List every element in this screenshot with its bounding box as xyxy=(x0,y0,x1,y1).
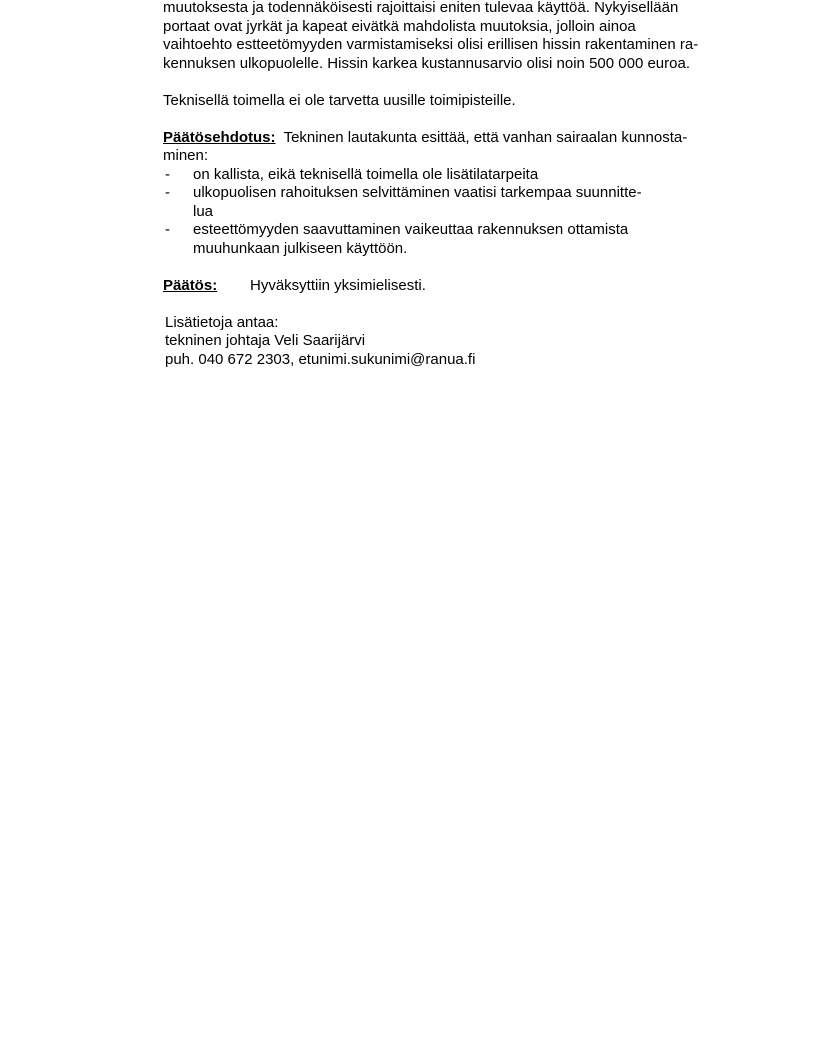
contact-name: tekninen johtaja Veli Saarijärvi xyxy=(165,332,366,349)
technical-note: Teknisellä toimella ei ole tarvetta uusille toimipisteille. xyxy=(163,91,516,109)
decision-heading: Päätös: xyxy=(163,276,218,294)
list-item-text: lua xyxy=(193,202,214,220)
list-item-text: on kallista, eikä teknisellä toimella ole lisätilatarpeita xyxy=(193,165,539,183)
proposal-heading: Päätösehdotus: xyxy=(163,128,276,146)
decision-section xyxy=(163,277,743,296)
proposal-text-continued: minen: xyxy=(163,147,209,164)
intro-line: kennuksen ulkopuolelle. Hissin karkea kustannusarvio olisi noin 500 000 euroa. xyxy=(163,54,690,72)
list-item xyxy=(163,184,743,221)
proposal-first-line xyxy=(163,129,743,148)
bullet-dash: - xyxy=(165,221,170,238)
contact-details: puh. 040 672 2303, etunimi.sukunimi@ranua.fi xyxy=(165,350,476,368)
decision-text: Hyväksyttiin yksimielisesti. xyxy=(250,276,426,294)
intro-paragraph xyxy=(163,0,743,73)
proposal-text: Tekninen lautakunta esittää, että vanhan sairaalan kunnosta- xyxy=(283,128,688,146)
intro-line: muutoksesta ja todennäköisesti rajoittaisi eniten tulevaa käyttöä. Nykyisellään xyxy=(163,0,679,16)
list-item xyxy=(163,221,743,258)
list-item-text: muuhunkaan julkiseen käyttöön. xyxy=(193,239,408,257)
list-item xyxy=(163,166,743,185)
bullet-dash: - xyxy=(165,184,170,201)
document-page xyxy=(163,0,743,369)
intro-line: portaat ovat jyrkät ja kapeat eivätkä mahdolista muutoksia, jolloin ainoa xyxy=(163,17,636,35)
bullet-dash: - xyxy=(165,165,170,183)
contact-block xyxy=(163,314,743,370)
list-item-text: ulkopuolisen rahoituksen selvittäminen vaatisi tarkempaa suunnitte- xyxy=(193,184,642,201)
proposal-section xyxy=(163,129,743,259)
list-item-text: esteettömyyden saavuttaminen vaikeuttaa rakennuksen ottamista xyxy=(193,221,629,238)
intro-line: vaihtoehto estteetömyyden varmistamiseksi olisi erillisen hissin rakentaminen ra- xyxy=(163,36,699,53)
contact-label: Lisätietoja antaa: xyxy=(165,313,279,331)
